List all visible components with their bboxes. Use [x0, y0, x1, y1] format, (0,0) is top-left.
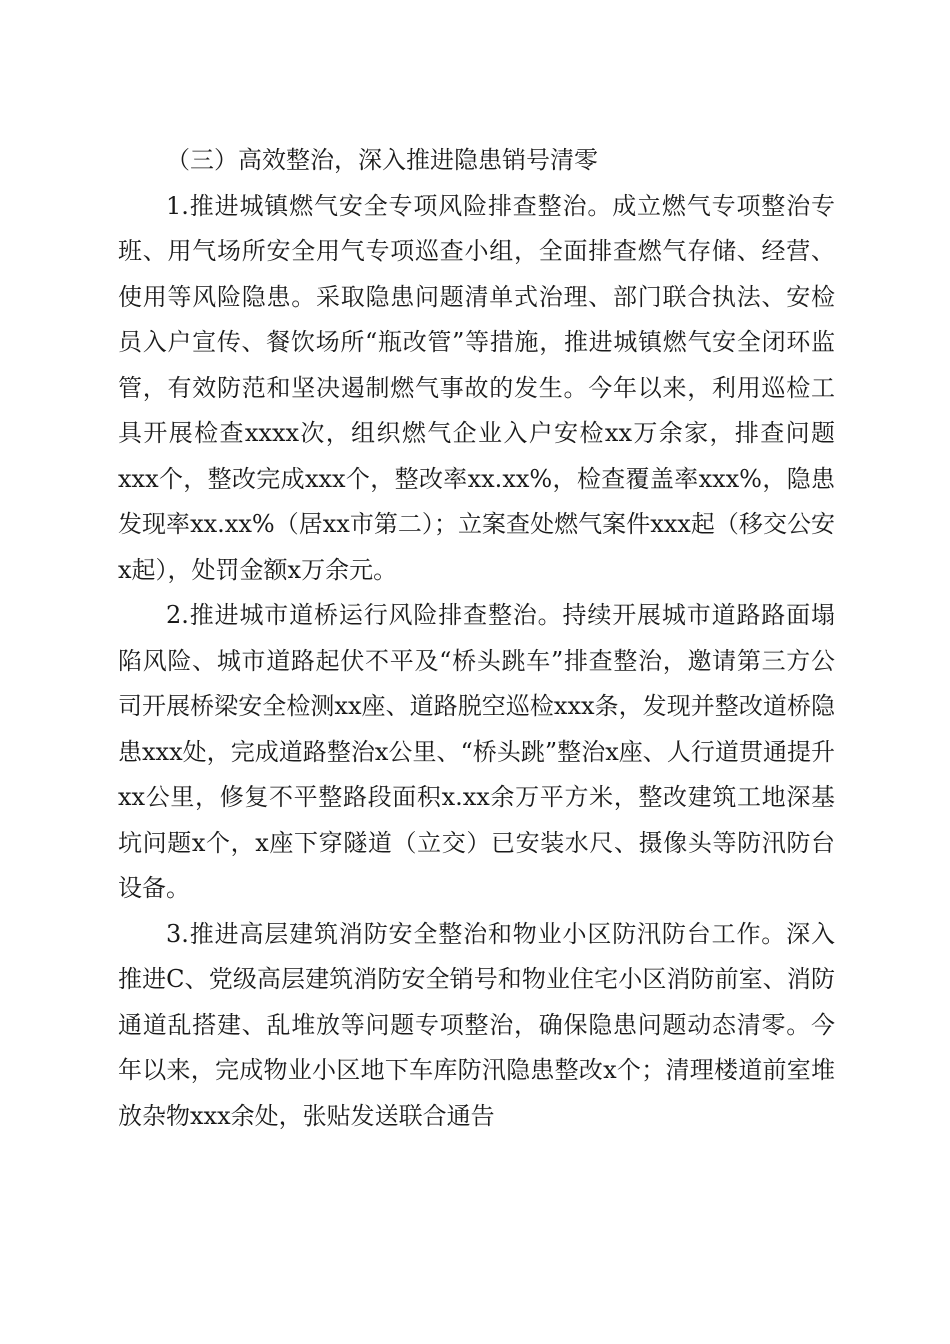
section-heading: （三）高效整治，深入推进隐患销号清零	[166, 146, 598, 174]
paragraph-fire-flood: 3.推进高层建筑消防安全整治和物业小区防汛防台工作。深入推进C、党级高层建筑消防安全销号和物业住宅小区消防前室、消防通道乱搭建、乱堆放等问题专项整治，确保隐患问题动态清零。今年以来，完成物业小区地下车库防汛隐患整改x个；清理楼道前室堆放杂物xxx余处，张贴发送联合通告	[118, 919, 835, 1130]
paragraph-road-bridge: 2.推进城市道桥运行风险排查整治。持续开展城市道路路面塌陷风险、城市道路起伏不平及“桥头跳车”排查整治，邀请第三方公司开展桥梁安全检测xx座、道路脱空巡检xxx条，发现并整改道桥隐患xxx处，完成道路整治x公里、“桥头跳”整治x座、人行道贯通提升xx公里，修复不平整路段面积x.xx余万平方米，整改建筑工地深基坑问题x个，x座下穿隧道（立交）已安装水尺、摄像头等防汛防台设备。	[118, 601, 835, 902]
document-body	[118, 138, 835, 1139]
paragraph-gas-safety: 1.推进城镇燃气安全专项风险排查整治。成立燃气专项整治专班、用气场所安全用气专项巡查小组，全面排查燃气存储、经营、使用等风险隐患。采取隐患问题清单式治理、部门联合执法、安检员入户宣传、餐饮场所“瓶改管”等措施，推进城镇燃气安全闭环监管，有效防范和坚决遏制燃气事故的发生。今年以来，利用巡检工具开展检查xxxx次，组织燃气企业入户安检xx万余家，排查问题xxx个，整改完成xxx个，整改率xx.xx%，检查覆盖率xxx%，隐患发现率xx.xx%（居xx市第二）；立案查处燃气案件xxx起（移交公安x起），处罚金额x万余元。	[118, 191, 835, 584]
